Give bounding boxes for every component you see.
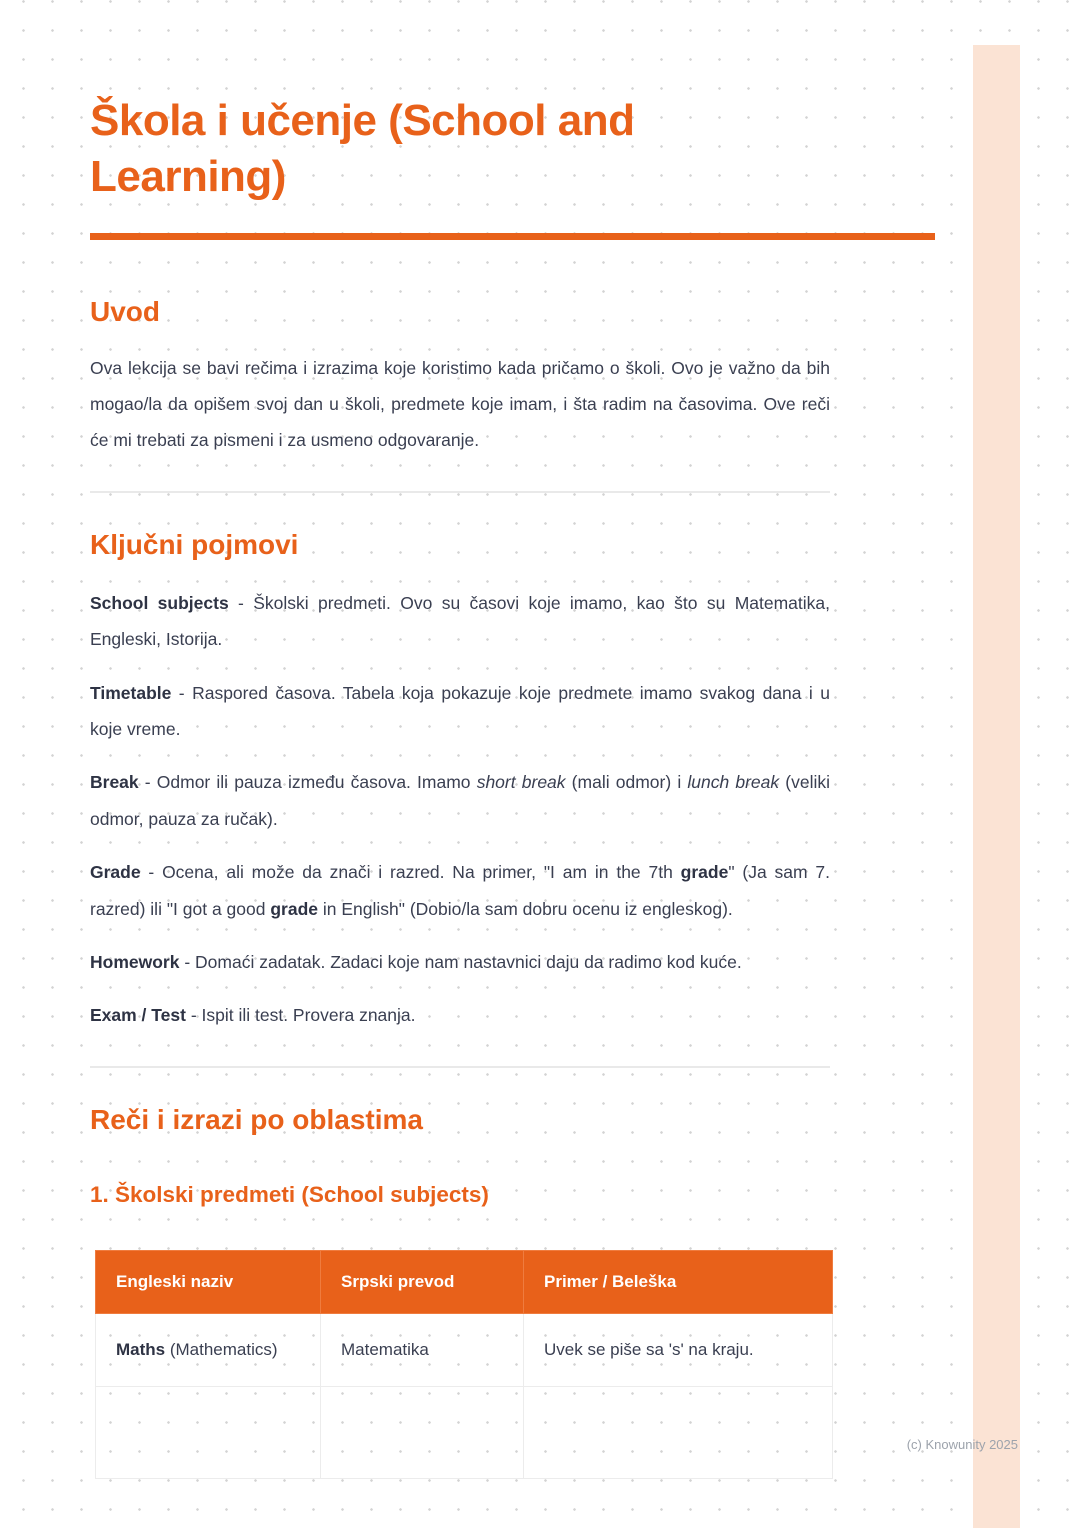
term-label: Timetable [90, 682, 172, 703]
table-header-srpski-prevod: Srpski prevod [321, 1250, 524, 1313]
table-header-primer-beleska: Primer / Beleška [524, 1250, 833, 1313]
section-heading-reci-i-izrazi: Reči i izrazi po oblastima [90, 1103, 423, 1135]
subsection-heading-skolski-predmeti: 1. Školski predmeti (School subjects) [90, 1181, 489, 1207]
term-label: Exam / Test [90, 1005, 186, 1026]
term-homework [90, 944, 830, 980]
term-school-subjects [90, 585, 830, 658]
section-divider [90, 491, 830, 493]
term-grade [90, 854, 830, 927]
cell-empty [524, 1386, 833, 1478]
document-content [90, 0, 835, 1479]
title-divider [90, 233, 935, 240]
term-description: - Ispit ili test. Provera znanja. [185, 1005, 416, 1026]
term-description: " (Ja sam 7. razred) ili "I got a good [90, 862, 831, 919]
cell-serbian-translation: Matematika [321, 1313, 524, 1386]
term-description: (mali odmor) i [565, 772, 688, 793]
term-break [90, 764, 830, 837]
page-title: Škola i učenje (School and Learning) [90, 96, 635, 202]
cell-term-rest: (Mathematics) [165, 1339, 278, 1359]
intro-paragraph: Ova lekcija se bavi rečima i izrazima koje koristimo kada pričamo o školi. Ovo je važno da bih mogao/la da opišem svoj dan u školi, predmete koje imam, i šta radim na časovima. Ove reči će mi trebati za pismeni i za usmeno odgovaranje. [90, 357, 830, 451]
table-row [96, 1313, 833, 1386]
term-description: in English" (Dobio/la sam dobru ocenu iz engleskog). [318, 898, 733, 919]
term-description: - Odmor ili pauza između časova. Imamo [138, 772, 477, 793]
side-strip [973, 45, 1020, 1528]
term-exam-test [90, 997, 830, 1033]
cell-note: Uvek se piše sa 's' na kraju. [524, 1313, 833, 1386]
term-description: - Raspored časova. Tabela koja pokazuje koje predmete imamo svakog dana i u koje vreme. [90, 682, 830, 739]
table-header-row [96, 1250, 833, 1313]
term-bold: grade [680, 862, 729, 883]
table-row-partial [96, 1386, 833, 1478]
cell-empty [321, 1386, 524, 1478]
section-divider [90, 1066, 830, 1068]
cell-term-bold: Maths [116, 1339, 166, 1359]
term-timetable [90, 675, 830, 748]
term-label: Homework [90, 951, 180, 972]
term-label: School subjects [90, 592, 229, 613]
term-description: - Domaći zadatak. Zadaci koje nam nastavnici daju da radimo kod kuće. [179, 951, 742, 972]
table-header-engleski-naziv: Engleski naziv [96, 1250, 321, 1313]
term-bold: grade [270, 898, 318, 919]
cell-english-term [96, 1313, 321, 1386]
term-label: Break [90, 772, 139, 793]
term-description: - Školski predmeti. Ovo su časovi koje imamo, kao što su Matematika, Engleski, Istorija. [90, 592, 831, 650]
term-italic: short break [476, 772, 566, 793]
section-heading-kljucni-pojmovi: Ključni pojmovi [90, 528, 299, 560]
term-label: Grade [90, 862, 141, 883]
section-heading-uvod: Uvod [90, 295, 160, 327]
vocab-table [95, 1250, 833, 1479]
term-description: (veliki odmor, pauza za ručak). [90, 772, 830, 829]
term-description: - Ocena, ali može da znači i razred. Na primer, "I am in the 7th [140, 862, 681, 883]
cell-empty [96, 1386, 321, 1478]
copyright: (c) Knowunity 2025 [906, 1437, 1018, 1452]
term-italic: lunch break [687, 772, 780, 793]
